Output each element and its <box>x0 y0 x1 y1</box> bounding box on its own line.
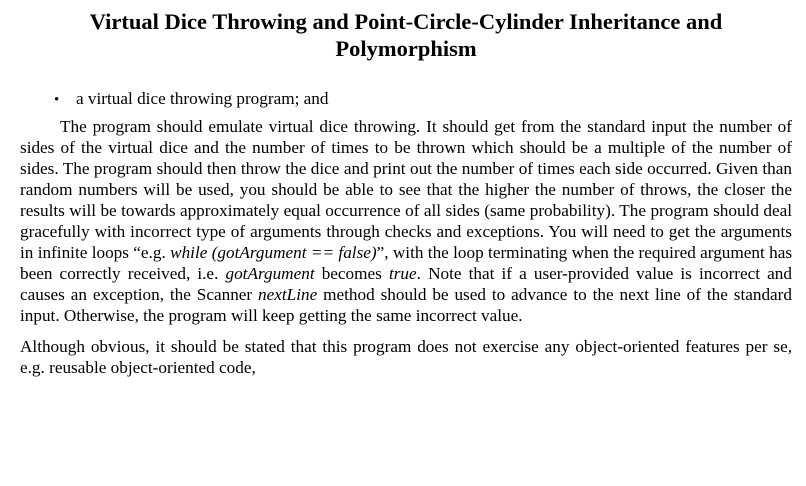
page-title: Virtual Dice Throwing and Point-Circle-Cylinder Inheritance and Polymorphism <box>89 9 723 61</box>
paragraph-dice-program <box>20 116 792 326</box>
code-while-loop: while (gotArgument == false) <box>170 243 377 262</box>
bullet-item <box>20 88 792 111</box>
paragraph1-text-2: ”, with the loop terminating when the required argument has been correctly received, i.e. <box>20 243 793 283</box>
code-got-argument: gotArgument <box>225 264 315 283</box>
paragraph1-text-1: The program should emulate virtual dice throwing. It should get from the standard input the number of sides of the virtual dice and the number of times to be thrown which should be a multiple of the number of sides. The program should then throw the dice and print out the number of times each side occurred. Given than random numbers will be used, you should be able to see that the higher the number of throws, the closer the results will be towards approximately equal occurrence of all sides (same probability). The program should deal gracefully with incorrect type of arguments through checks and exceptions. You will need to get the arguments in infinite loops “e.g. <box>20 117 792 262</box>
paragraph-not-oo: Although obvious, it should be stated that this program does not exercise any object-oriented features per se, e.g. reusable object-oriented code, <box>20 337 792 377</box>
paragraph1-text-3: becomes <box>314 264 389 283</box>
bullet-text: a virtual dice throwing program; and <box>76 89 329 108</box>
paragraph1-text-5: method should be used to advance to the next line of the standard input. Otherwise, the program will keep getting the same incorrect value. <box>20 285 792 325</box>
bullet-icon: • <box>54 92 60 108</box>
paragraph1-text-4: . Note that if a user-provided value is incorrect and causes an exception, the Scanner <box>20 264 792 304</box>
code-next-line: nextLine <box>258 285 318 304</box>
code-true: true <box>388 264 417 283</box>
